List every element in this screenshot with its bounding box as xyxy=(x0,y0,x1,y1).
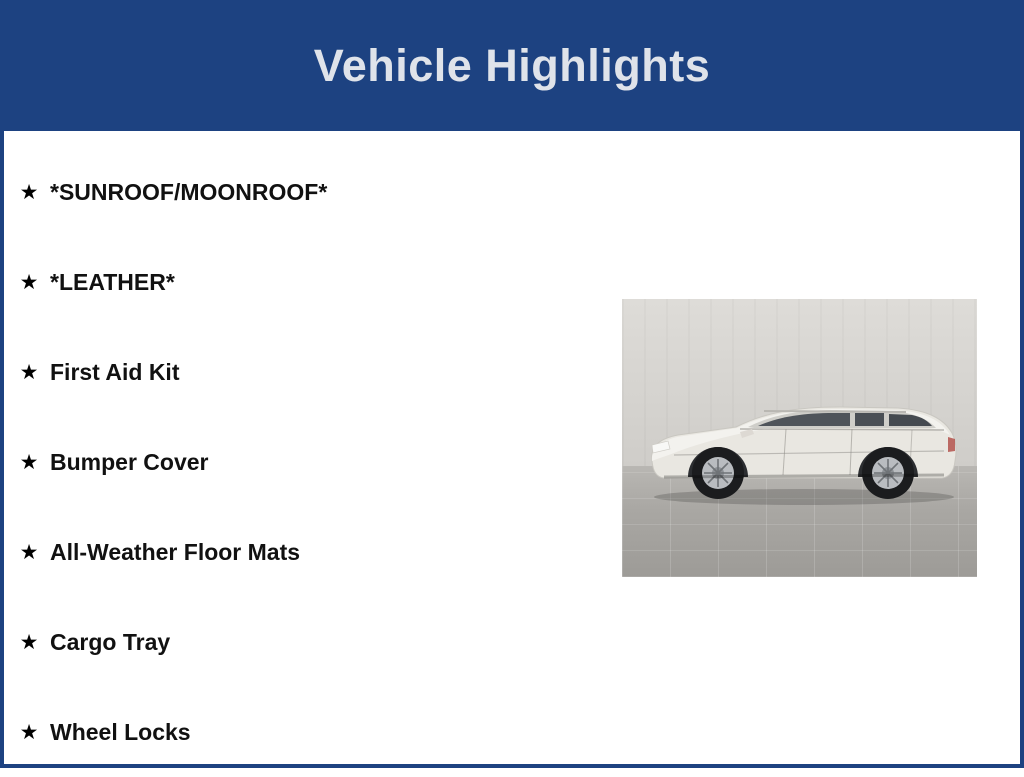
vehicle-highlights-list xyxy=(14,147,614,777)
list-item xyxy=(14,147,614,237)
list-item xyxy=(14,237,614,327)
star-icon: ★ xyxy=(19,180,39,204)
star-icon: ★ xyxy=(19,450,39,474)
list-item xyxy=(14,597,614,687)
star-icon: ★ xyxy=(19,540,39,564)
highlight-label: Cargo Tray xyxy=(50,628,171,655)
star-icon: ★ xyxy=(19,360,39,384)
star-icon: ★ xyxy=(19,630,39,654)
star-icon: ★ xyxy=(19,720,39,744)
suv-illustration xyxy=(644,389,962,509)
header-bar xyxy=(0,0,1024,131)
highlight-label: All-Weather Floor Mats xyxy=(50,538,301,565)
star-icon: ★ xyxy=(19,270,39,294)
highlight-label: First Aid Kit xyxy=(50,358,180,385)
list-item xyxy=(14,507,614,597)
list-item xyxy=(14,327,614,417)
list-item xyxy=(14,417,614,507)
highlight-label: Bumper Cover xyxy=(50,448,209,475)
slide-content xyxy=(4,131,1020,764)
list-item xyxy=(14,687,614,777)
vehicle-side-profile-photo xyxy=(622,299,977,577)
highlight-label: Wheel Locks xyxy=(50,718,191,745)
page-title: Vehicle Highlights xyxy=(313,40,711,91)
highlight-label: *LEATHER* xyxy=(50,268,175,295)
highlight-label: *SUNROOF/MOONROOF* xyxy=(50,178,328,205)
